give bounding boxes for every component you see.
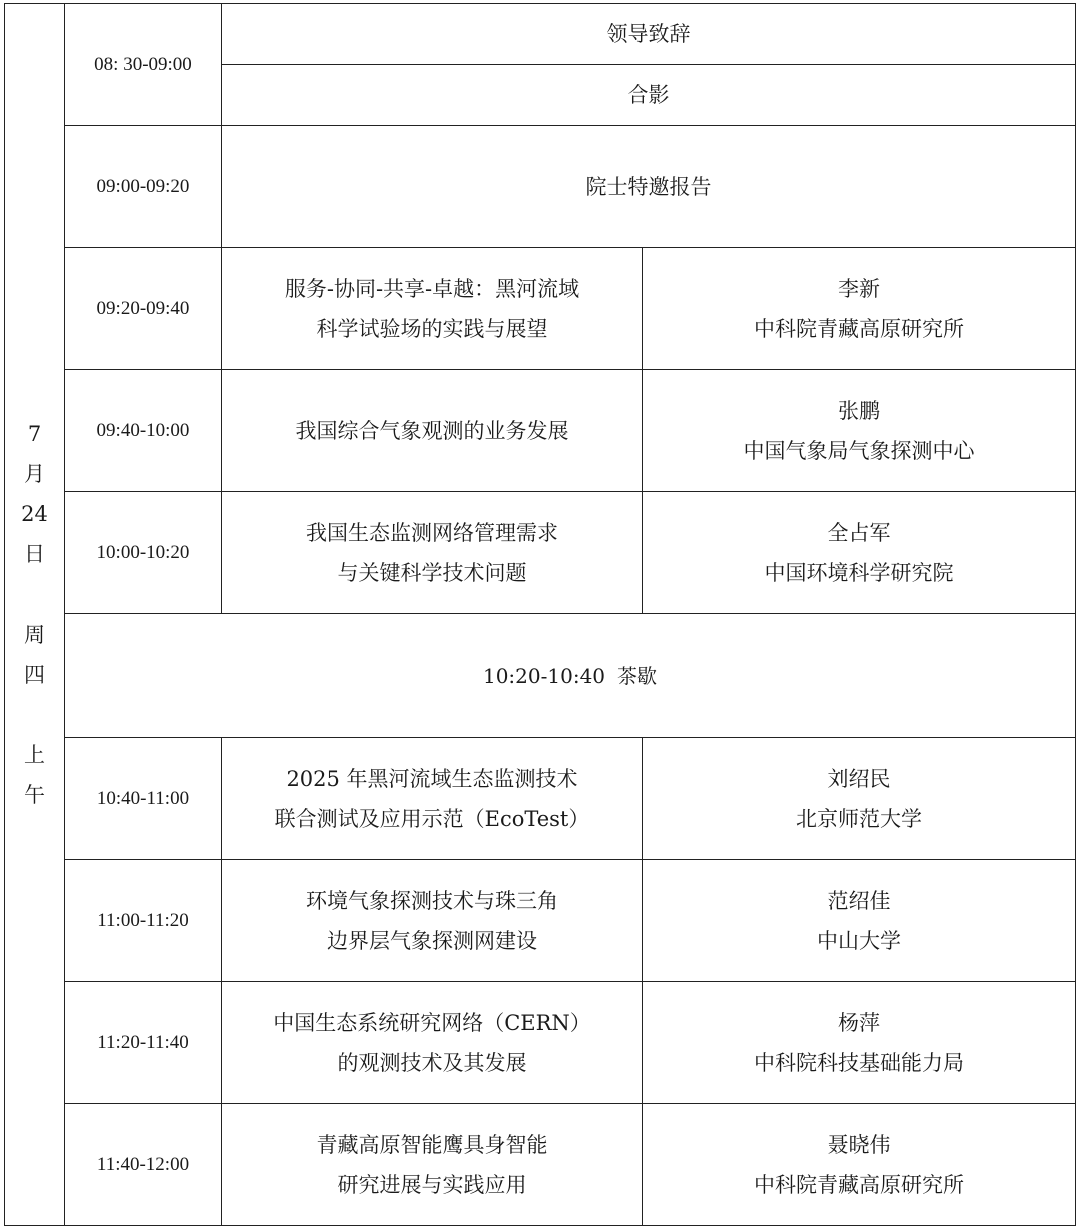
- speaker-affiliation: 中科院青藏高原研究所: [754, 316, 964, 341]
- schedule-row-talk: [5, 248, 1076, 370]
- time-slot: 11:40-12:00: [65, 1104, 222, 1226]
- talk-speaker: [643, 860, 1076, 982]
- day-date-char: 日: [24, 541, 45, 566]
- talk-topic: [222, 860, 643, 982]
- schedule-row-talk: [5, 1104, 1076, 1226]
- talk-topic-line: 边界层气象探测网建设: [327, 928, 537, 953]
- day-date-num: 24: [21, 501, 48, 526]
- time-slot: 09:20-09:40: [65, 248, 222, 370]
- time-slot: 10:00-10:20: [65, 492, 222, 614]
- speaker-affiliation: 中国环境科学研究院: [764, 560, 954, 585]
- speaker-affiliation: 中国气象局气象探测中心: [743, 438, 975, 463]
- talk-topic: [222, 738, 643, 860]
- talk-topic-line: 研究进展与实践应用: [337, 1172, 527, 1197]
- opening-item-speech: 领导致辞: [222, 4, 1076, 65]
- talk-speaker: [643, 738, 1076, 860]
- speaker-affiliation: 中科院科技基础能力局: [754, 1050, 964, 1075]
- day-period-1: 上: [24, 743, 45, 768]
- talk-topic-line: 青藏高原智能鹰具身智能: [316, 1132, 548, 1157]
- speaker-name: 李新: [838, 276, 880, 301]
- opening-item-photo: 合影: [222, 65, 1076, 126]
- talk-speaker: [643, 1104, 1076, 1226]
- speaker-affiliation: 中科院青藏高原研究所: [754, 1172, 964, 1197]
- speaker-name: 刘绍民: [827, 766, 891, 791]
- talk-topic-line: 2025 年黑河流域生态监测技术: [286, 766, 578, 791]
- talk-speaker: [643, 248, 1076, 370]
- day-weekday-2: 四: [24, 662, 45, 687]
- talk-topic: [222, 248, 643, 370]
- talk-topic-line: 中国生态系统研究网络（CERN）: [273, 1010, 591, 1035]
- tea-break-cell: [65, 614, 1076, 738]
- schedule-row-talk: [5, 738, 1076, 860]
- time-slot: 11:20-11:40: [65, 982, 222, 1104]
- talk-topic-line: 科学试验场的实践与展望: [316, 316, 548, 341]
- time-slot: 09:00-09:20: [65, 126, 222, 248]
- day-month-num: 7: [27, 421, 42, 446]
- talk-topic-line: 我国生态监测网络管理需求: [306, 520, 558, 545]
- talk-topic-line: 我国综合气象观测的业务发展: [295, 418, 569, 443]
- talk-topic: [222, 982, 643, 1104]
- time-slot: 09:40-10:00: [65, 370, 222, 492]
- talk-topic: [222, 1104, 643, 1226]
- day-label-cell: [5, 4, 65, 1226]
- talk-topic-line: 的观测技术及其发展: [337, 1050, 527, 1075]
- time-slot: 11:00-11:20: [65, 860, 222, 982]
- day-month-char: 月: [24, 461, 45, 486]
- talk-speaker: [643, 982, 1076, 1104]
- speaker-affiliation: 北京师范大学: [796, 806, 922, 831]
- talk-topic: [222, 492, 643, 614]
- talk-topic-line: 环境气象探测技术与珠三角: [306, 888, 558, 913]
- tea-break-time: 10:20-10:40: [482, 663, 606, 688]
- schedule-row-talk: [5, 982, 1076, 1104]
- schedule-row-talk: [5, 860, 1076, 982]
- day-weekday-1: 周: [24, 622, 45, 647]
- talk-topic-line: 联合测试及应用示范（EcoTest）: [274, 806, 590, 831]
- tea-break-label: 茶歇: [617, 663, 658, 688]
- schedule-row-talk: [5, 370, 1076, 492]
- keynote-title: 院士特邀报告: [222, 126, 1076, 248]
- schedule-row-keynote: [5, 126, 1076, 248]
- talk-speaker: [643, 370, 1076, 492]
- talk-topic-line: 与关键科学技术问题: [337, 560, 527, 585]
- speaker-name: 张鹏: [838, 398, 880, 423]
- speaker-name: 范绍佳: [827, 888, 891, 913]
- time-slot: 10:40-11:00: [65, 738, 222, 860]
- talk-speaker: [643, 492, 1076, 614]
- talk-topic: [222, 370, 643, 492]
- speaker-name: 全占军: [827, 520, 891, 545]
- speaker-affiliation: 中山大学: [817, 928, 901, 953]
- speaker-name: 杨萍: [838, 1010, 880, 1035]
- schedule-row-opening-1: [5, 4, 1076, 65]
- schedule-row-tea-break: [5, 614, 1076, 738]
- time-slot: 08: 30-09:00: [65, 4, 222, 126]
- schedule-table: [4, 3, 1076, 1226]
- schedule-row-talk: [5, 492, 1076, 614]
- talk-topic-line: 服务-协同-共享-卓越：黑河流域: [284, 276, 580, 301]
- speaker-name: 聂晓伟: [827, 1132, 891, 1157]
- day-period-2: 午: [24, 783, 45, 808]
